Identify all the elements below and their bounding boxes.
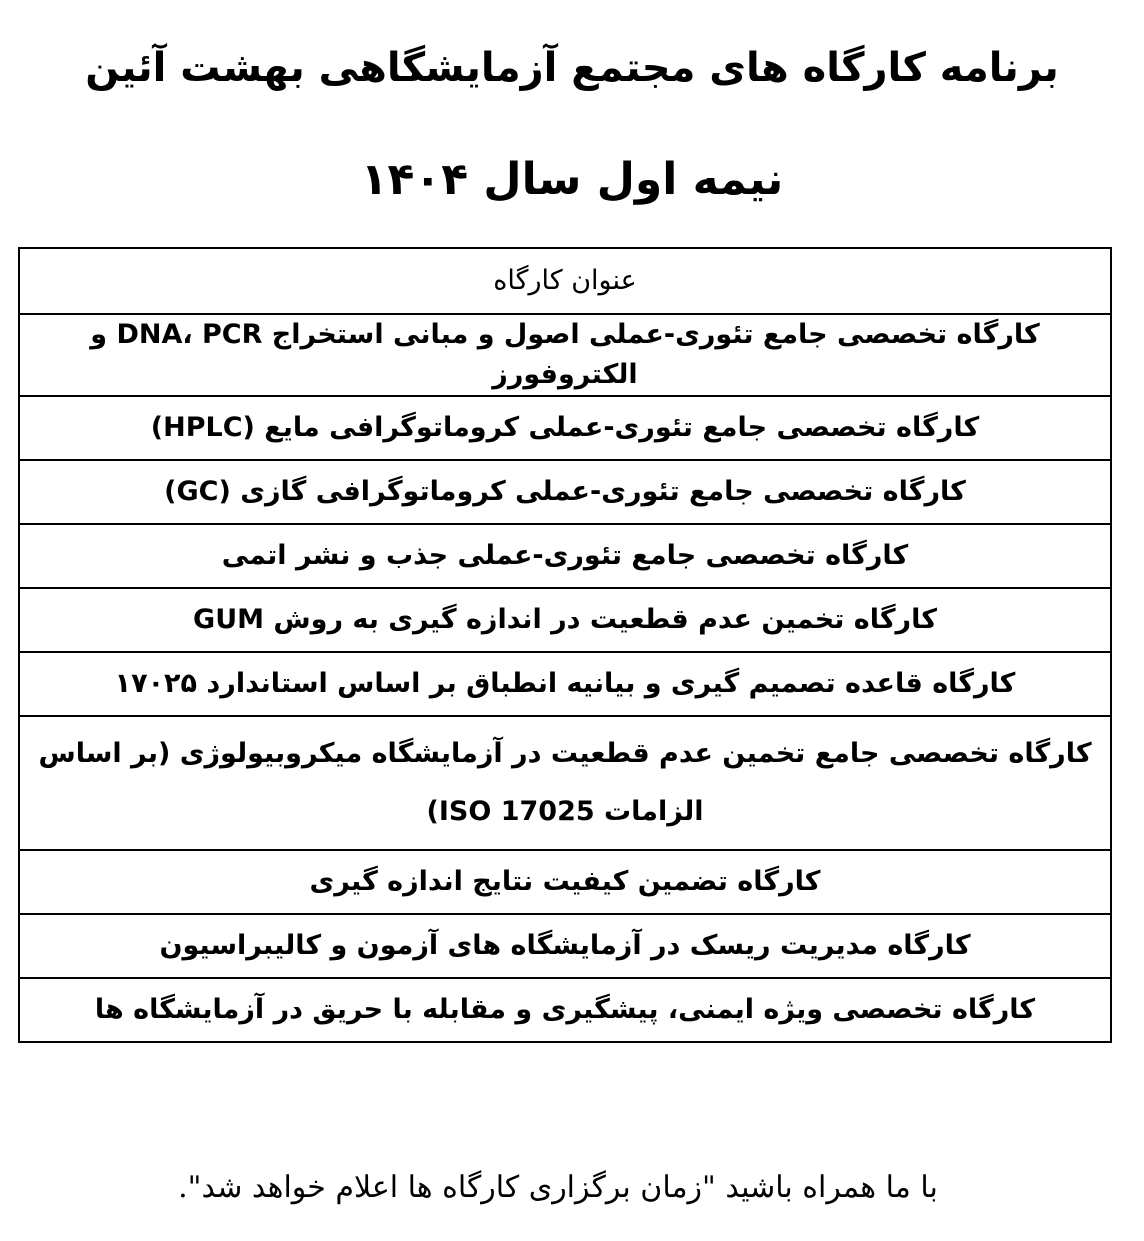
table-header-cell: عنوان کارگاه <box>19 248 1111 314</box>
table-row <box>19 396 1111 460</box>
workshop-title-cell: کارگاه قاعده تصمیم گیری و بیانیه انطباق بر اساس استاندارد ۱۷۰۲۵ <box>19 652 1111 716</box>
table-row <box>19 588 1111 652</box>
table-row <box>19 652 1111 716</box>
footer-note-text: با ما همراه باشید "زمان برگزاری کارگاه ها اعلام خواهد شد". <box>178 1170 938 1205</box>
workshop-table <box>18 247 1112 1043</box>
workshop-title-cell: کارگاه تخصصی جامع تئوری-عملی کروماتوگرافی گازی (GC) <box>19 460 1111 524</box>
workshop-title-cell: کارگاه تخصصی جامع تئوری-عملی جذب و نشر اتمی <box>19 524 1111 588</box>
page-title: برنامه کارگاه های مجتمع آزمایشگاهی بهشت آئین <box>85 45 1059 91</box>
table-row <box>19 978 1111 1042</box>
workshop-title-cell: کارگاه تخصصی جامع تئوری-عملی کروماتوگرافی مایع (HPLC) <box>19 396 1111 460</box>
table-header-row <box>19 248 1111 314</box>
table-row <box>19 524 1111 588</box>
page-subtitle: نیمه اول سال ۱۴۰۴ <box>360 154 784 205</box>
workshop-title-cell: کارگاه مدیریت ریسک در آزمایشگاه های آزمون و کالیبراسیون <box>19 914 1111 978</box>
workshop-title-cell: کارگاه تضمین کیفیت نتایج اندازه گیری <box>19 850 1111 914</box>
table-row <box>19 850 1111 914</box>
workshop-title-cell: کارگاه تخصصی جامع تخمین عدم قطعیت در آزمایشگاه میکروبیولوژی (بر اساس الزامات ISO 17025) <box>19 716 1111 850</box>
workshop-title-cell: کارگاه تخصصی ویژه ایمنی، پیشگیری و مقابله با حریق در آزمایشگاه ها <box>19 978 1111 1042</box>
table-row <box>19 460 1111 524</box>
workshop-title-cell: کارگاه تخمین عدم قطعیت در اندازه گیری به روش GUM <box>19 588 1111 652</box>
table-row <box>19 914 1111 978</box>
table-row <box>19 716 1111 850</box>
table-row <box>19 314 1111 396</box>
workshop-title-cell: کارگاه تخصصی جامع تئوری-عملی اصول و مبانی استخراج DNA، PCR و الکتروفورز <box>19 314 1111 396</box>
footer-note <box>0 1162 1144 1214</box>
